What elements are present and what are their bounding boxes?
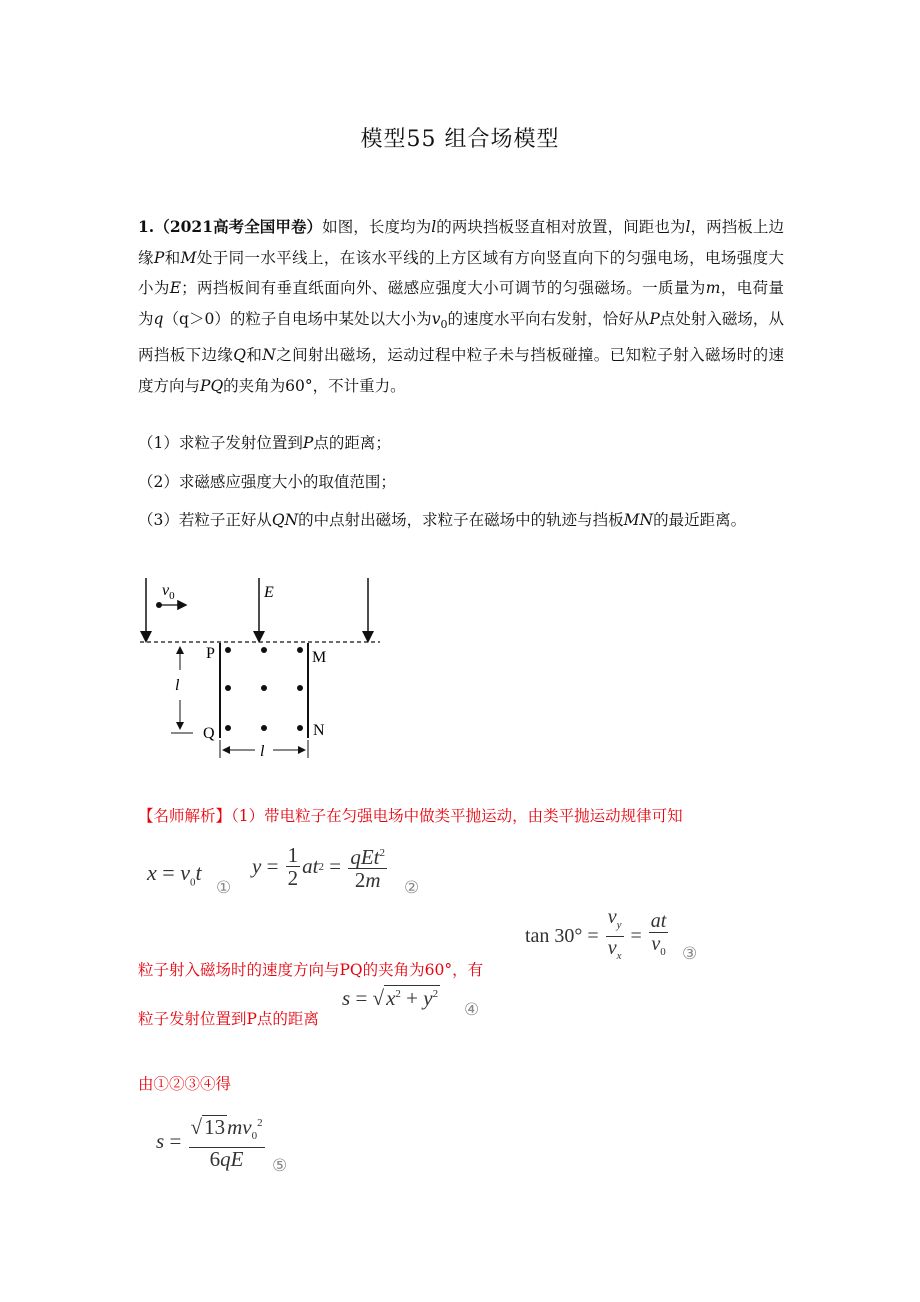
sub3-text-a: （3）若粒子正好从 bbox=[138, 511, 272, 529]
var-M: M bbox=[180, 248, 197, 267]
page-title: 模型55 组合场模型 bbox=[360, 127, 560, 152]
field-dot bbox=[297, 685, 303, 691]
field-dot bbox=[297, 647, 303, 653]
N-label: N bbox=[313, 722, 325, 739]
problem-text-3: ，两挡板上边缘 bbox=[138, 218, 784, 267]
formula-5: s = $\frac{√13mv_0^2}{6qE}$ bbox=[156, 1112, 267, 1170]
field-dot bbox=[225, 685, 231, 691]
sub-question-3 bbox=[138, 508, 746, 530]
sub3-text-b: 的中点射出磁场，求粒子在磁场中的轨迹与挡板 bbox=[298, 511, 624, 529]
l-left-label: l bbox=[175, 677, 180, 694]
physics-diagram bbox=[135, 570, 385, 770]
problem-text-13: 的夹角为60°，不计重力。 bbox=[223, 376, 406, 395]
circle-number-2: ② bbox=[404, 878, 420, 897]
formula-2: y = $\frac{1}{2}$ at 2 = $\frac{qEt^2}{2m}$ bbox=[252, 843, 386, 892]
analysis-line-4: 由①②③④得 bbox=[138, 1075, 232, 1093]
problem-text-1: 如图，长度均为 bbox=[322, 218, 432, 236]
formula-1: $x = v_0t$ bbox=[147, 860, 202, 889]
analysis-line-2: 粒子射入磁场时的速度方向与PQ的夹角为60°，有 bbox=[138, 961, 484, 979]
problem-text-12: 之间射出磁场，运动过程中粒子未与挡板碰撞。已知粒子射入磁场时的速度方向与 bbox=[138, 346, 784, 395]
problem-text bbox=[138, 212, 784, 401]
M-label: M bbox=[312, 649, 327, 666]
var-QN: QN bbox=[271, 511, 299, 529]
problem-text-9: 的速度水平向右发射，恰好从 bbox=[447, 309, 650, 328]
field-dot bbox=[261, 725, 267, 731]
field-dot bbox=[261, 647, 267, 653]
E-label: E bbox=[264, 584, 274, 601]
var-Q: Q bbox=[233, 346, 246, 365]
problem-source: （2021高考全国甲卷） bbox=[154, 217, 323, 236]
var-MN: MN bbox=[623, 511, 654, 529]
formula-3: tan 30° = $\frac{v_y}{v_x}$ = $\frac{at}{v_0}$ bbox=[525, 906, 667, 962]
analysis-line-1 bbox=[138, 804, 683, 826]
problem-number: 1. bbox=[138, 217, 155, 236]
l-bottom-label: l bbox=[260, 743, 265, 760]
analysis-text-1: （1）带电粒子在匀强电场中做类平抛运动，由类平抛运动规律可知 bbox=[231, 807, 683, 825]
circle-number-3: ③ bbox=[682, 944, 698, 963]
sub-question-1 bbox=[138, 431, 391, 453]
v0-label: $v_0$ bbox=[162, 582, 175, 602]
q-condition: （q＞0） bbox=[163, 309, 230, 328]
formula-4: $s = √x^2 + y^2$ bbox=[342, 986, 439, 1010]
sub1-text-a: （1）求粒子发射位置到 bbox=[138, 434, 303, 452]
problem-text-2: 的两块挡板竖直相对放置，间距也为 bbox=[436, 218, 686, 236]
problem-text-7: ，电荷量为 bbox=[138, 279, 784, 328]
analysis-line-3: 粒子发射位置到P点的距离 bbox=[138, 1010, 319, 1028]
var-l: l bbox=[431, 218, 437, 236]
circle-number-1: ① bbox=[216, 878, 232, 897]
var-P: P bbox=[649, 309, 660, 328]
circle-number-4: ④ bbox=[464, 1000, 480, 1019]
field-dot bbox=[225, 725, 231, 731]
var-P: P bbox=[302, 434, 314, 452]
problem-text-4: 和 bbox=[164, 248, 181, 267]
field-dot bbox=[261, 685, 267, 691]
var-m: m bbox=[705, 279, 721, 297]
var-l: l bbox=[685, 218, 691, 236]
Q-label: Q bbox=[203, 725, 215, 742]
circle-number-5: ⑤ bbox=[272, 1156, 288, 1175]
field-dot bbox=[297, 725, 303, 731]
P-label: P bbox=[206, 645, 215, 662]
var-PQ: PQ bbox=[200, 376, 224, 395]
problem-text-10: 点处射入磁场，从两挡板下边缘 bbox=[138, 309, 784, 365]
var-v0: v bbox=[431, 309, 441, 328]
var-N: N bbox=[262, 346, 276, 365]
problem-text-8: 的粒子自电场中某处以大小为 bbox=[229, 309, 432, 328]
sub1-text-b: 点的距离； bbox=[313, 434, 391, 452]
var-v0-sub: 0 bbox=[440, 317, 448, 331]
var-E: E bbox=[169, 279, 182, 297]
analysis-heading: 【名师解析】 bbox=[138, 807, 232, 825]
sub3-text-c: 的最近距离。 bbox=[653, 511, 747, 529]
problem-text-5: 处于同一水平线上，在该水平线的上方区域有方向竖直向下的匀强电场，电场强度大小为 bbox=[138, 248, 784, 297]
field-dot bbox=[225, 647, 231, 653]
var-q: q bbox=[153, 309, 164, 328]
problem-text-6: ；两挡板间有垂直纸面向外、磁感应强度大小可调节的匀强磁场。一质量为 bbox=[181, 279, 706, 297]
problem-text-11: 和 bbox=[246, 346, 263, 365]
sub-question-2: （2）求磁感应强度大小的取值范围； bbox=[138, 473, 396, 491]
var-P: P bbox=[153, 248, 165, 267]
